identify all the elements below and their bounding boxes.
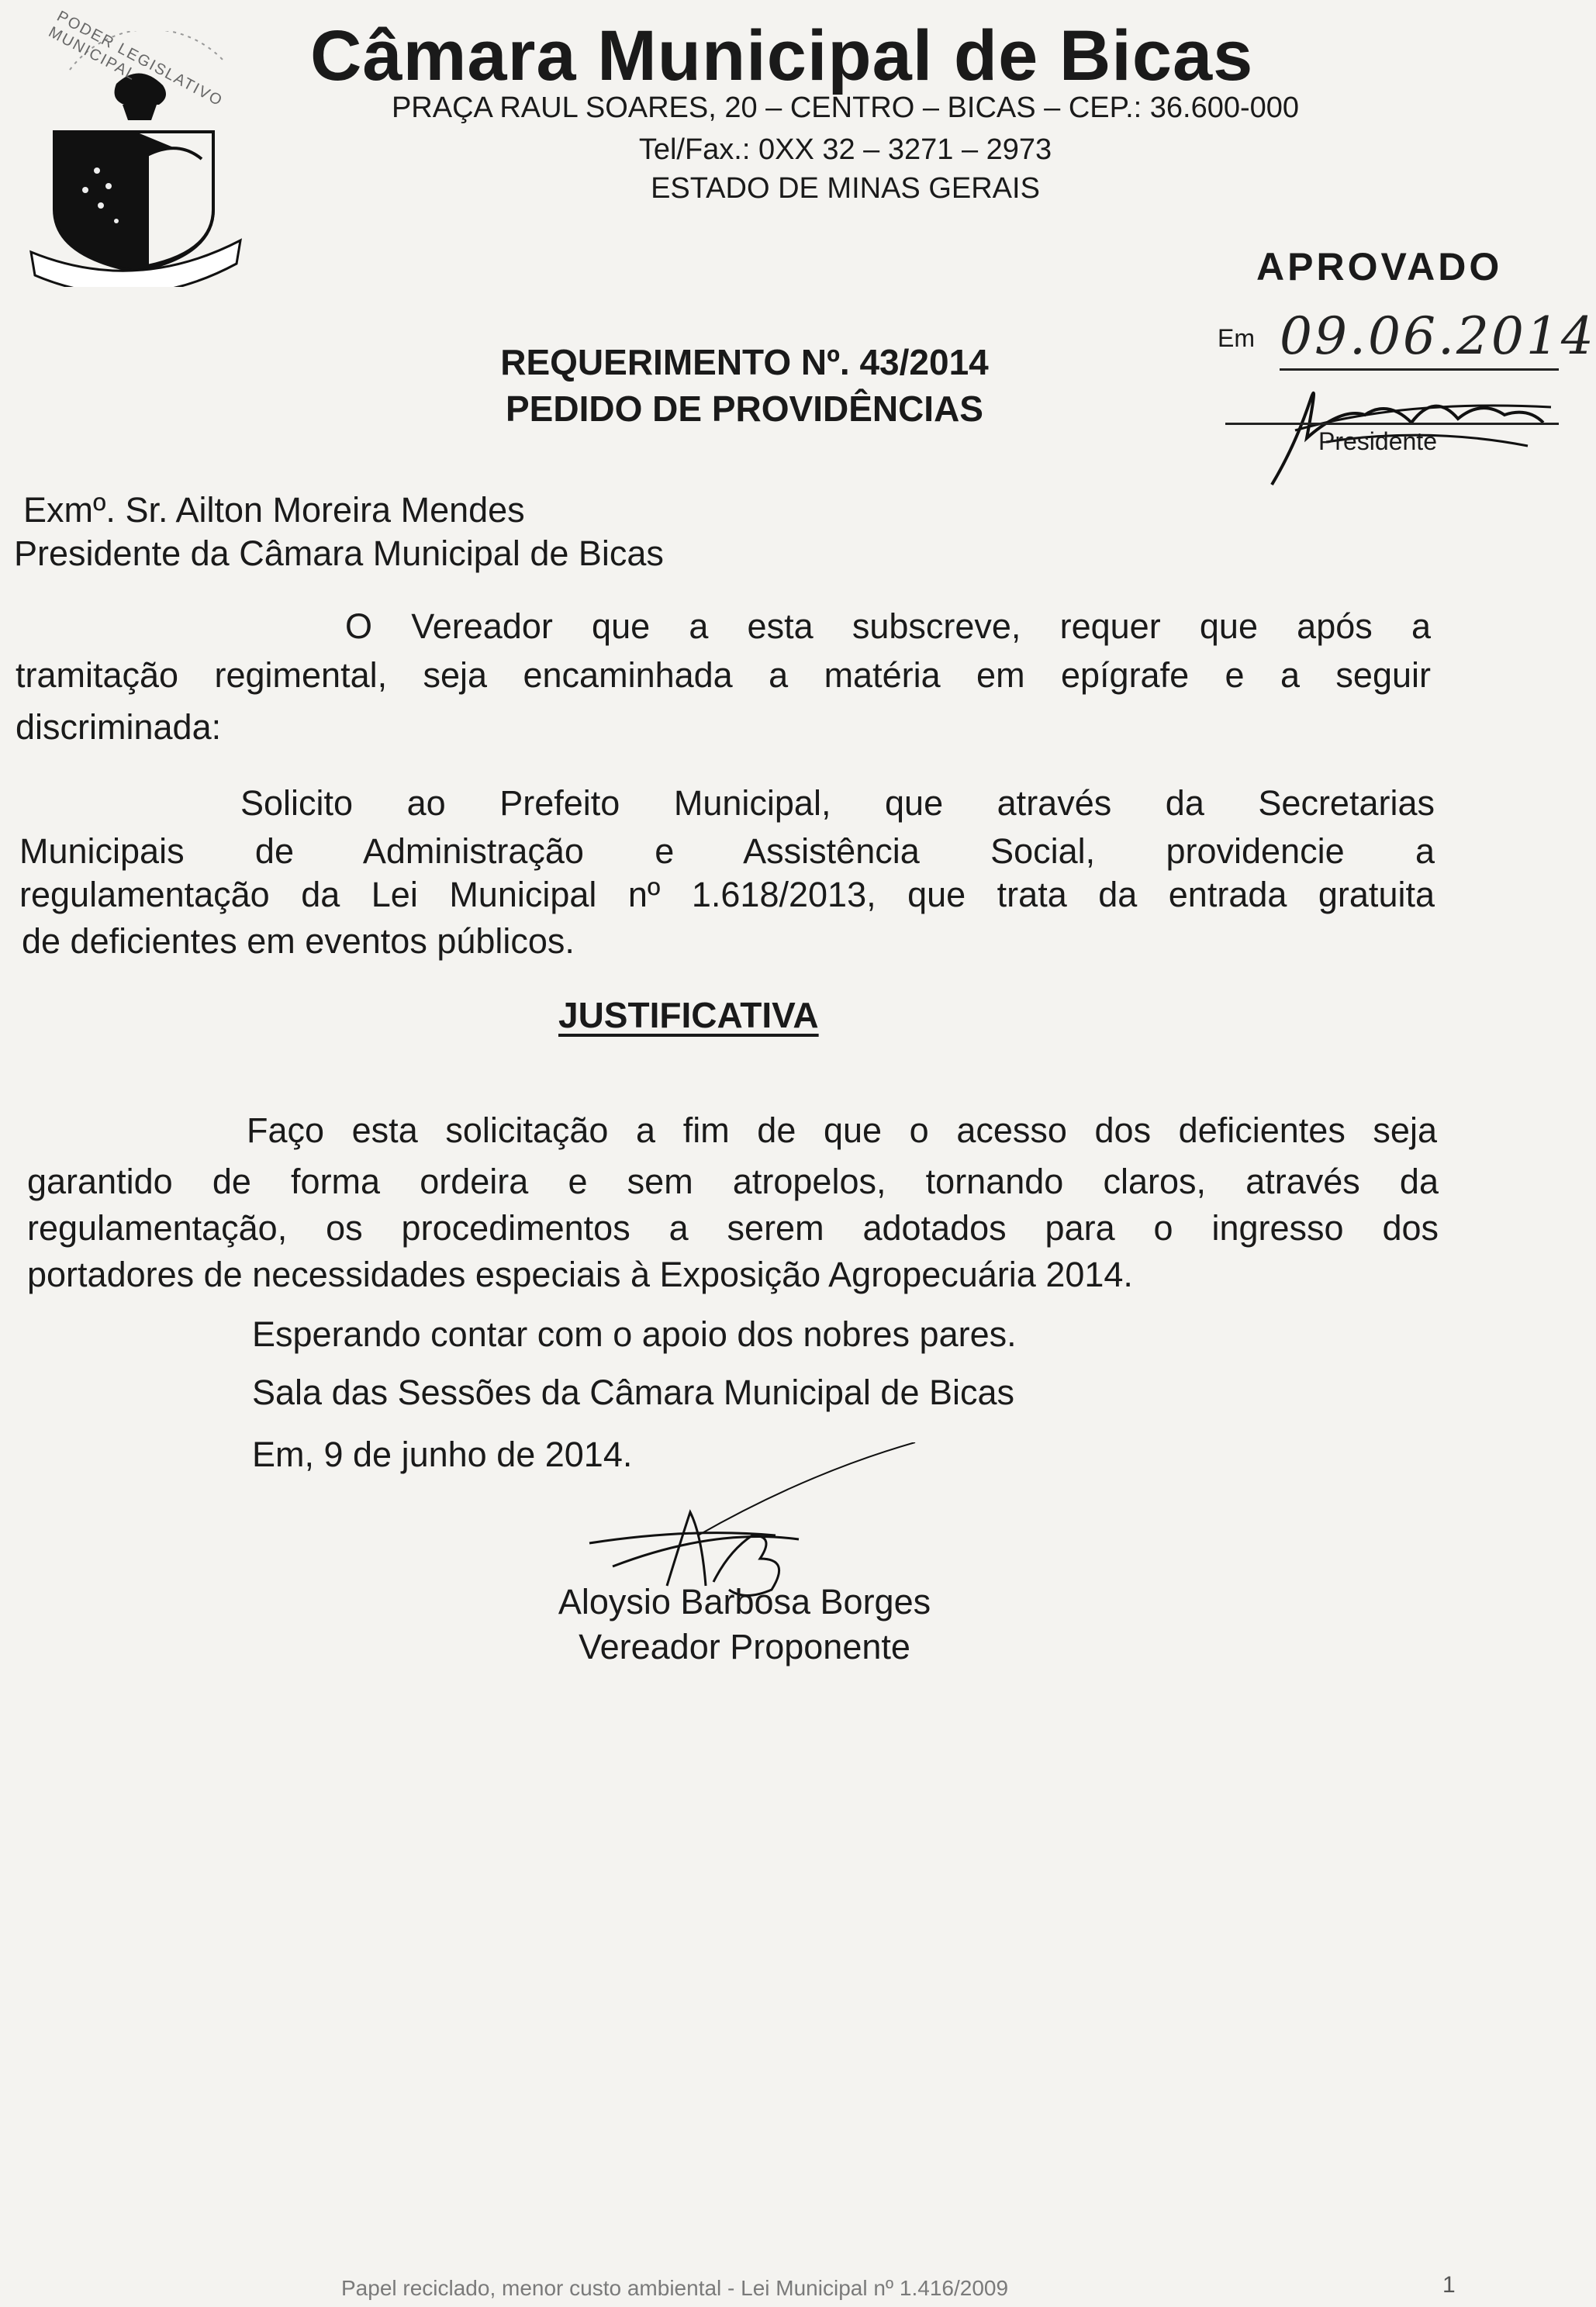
org-name-heading: Câmara Municipal de Bicas bbox=[310, 16, 1254, 95]
addressee-title: Presidente da Câmara Municipal de Bicas bbox=[14, 534, 664, 573]
approval-stamp bbox=[1218, 244, 1596, 492]
org-state: ESTADO DE MINAS GERAIS bbox=[651, 172, 1040, 205]
para1-line2: tramitação regimental, seja encaminhada a matéria em epígrafe e a seguir bbox=[16, 655, 1431, 695]
document-title: REQUERIMENTO Nº. 43/2014 bbox=[500, 342, 989, 382]
para2-line4: de deficientes em eventos públicos. bbox=[22, 921, 575, 961]
closing-line1: Esperando contar com o apoio dos nobres pares. bbox=[252, 1314, 1017, 1354]
stamp-status: APROVADO bbox=[1256, 245, 1503, 288]
page-number: 1 bbox=[1442, 2272, 1456, 2298]
stamp-date: 09.06.2014 bbox=[1280, 306, 1596, 366]
crest-ring-text: PODER LEGISLATIVO MUNICIPAL bbox=[45, 8, 226, 110]
justification-heading: JUSTIFICATIVA bbox=[558, 995, 819, 1035]
para3-line4: portadores de necessidades especiais à Exposição Agropecuária 2014. bbox=[27, 1255, 1133, 1294]
footer-note: Papel reciclado, menor custo ambiental - Lei Municipal nº 1.416/2009 bbox=[341, 2276, 1009, 2300]
org-phone: Tel/Fax.: 0XX 32 – 3271 – 2973 bbox=[638, 133, 1052, 166]
para2-line2: Municipais de Administração e Assistência Social, providencie a bbox=[19, 831, 1435, 871]
para3-line3: regulamentação, os procedimentos a serem adotados para o ingresso dos bbox=[27, 1208, 1439, 1248]
document-subtitle: PEDIDO DE PROVIDÊNCIAS bbox=[506, 389, 983, 429]
closing-line2: Sala das Sessões da Câmara Municipal de Bicas bbox=[252, 1373, 1015, 1412]
stamp-date-prefix: Em bbox=[1218, 324, 1255, 352]
para3-line1: Faço esta solicitação a fim de que o acesso dos deficientes seja bbox=[247, 1110, 1437, 1150]
signatory-role: Vereador Proponente bbox=[579, 1627, 910, 1666]
para1-line1: O Vereador que a esta subscreve, requer que após a bbox=[345, 606, 1431, 646]
stamp-signature-line bbox=[1225, 423, 1559, 425]
addressee-name: Exmº. Sr. Ailton Moreira Mendes bbox=[23, 490, 525, 530]
closing-date: Em, 9 de junho de 2014. bbox=[252, 1435, 633, 1474]
para2-line1: Solicito ao Prefeito Municipal, que através da Secretarias bbox=[240, 783, 1435, 823]
signatory-name: Aloysio Barbosa Borges bbox=[558, 1582, 931, 1621]
para3-line2: garantido de forma ordeira e sem atropelos, tornando claros, através da bbox=[27, 1162, 1439, 1201]
para1-line3: discriminada: bbox=[16, 707, 222, 747]
org-address: PRAÇA RAUL SOARES, 20 – CENTRO – BICAS – CEP.: 36.600-000 bbox=[391, 92, 1300, 124]
stamp-role: Presidente bbox=[1318, 427, 1437, 455]
para2-line3: regulamentação da Lei Municipal nº 1.618/2013, que trata da entrada gratuita bbox=[19, 875, 1435, 914]
